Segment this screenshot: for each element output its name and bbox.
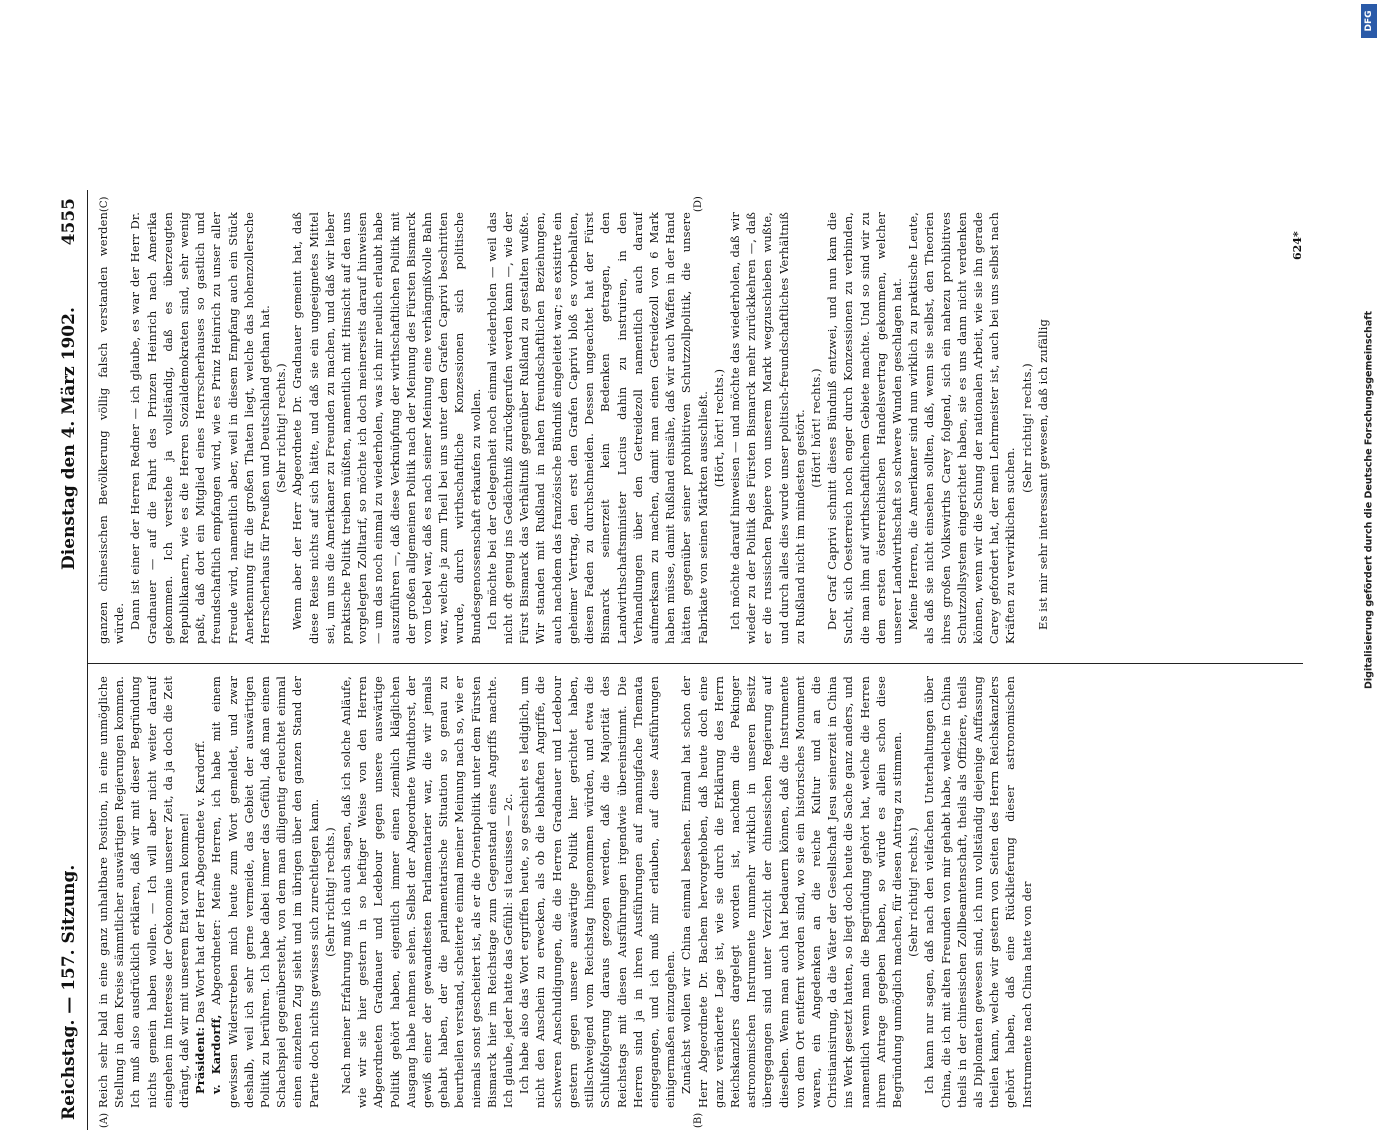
paragraph: ganzen chinesischen Bevölkerung völlig falsch verstanden werden würde. [96,212,127,644]
document-page [53,190,1313,1130]
header-date: Dienstag den 4. März 1902. [59,307,79,570]
paragraph: Ich möchte darauf hinweisen — und möchte das wiederholen, daß wir wieder zu der Politik des Fürsten Bismarck mehr zurückkehren —, daß er die russischen Papiere von unserem Markt wegzuschieben wußte, und durch alles dies wurde unser politisch-freundschaftliches Verhältniß zu Rußland nicht im mindesten gestört. [727,212,807,644]
speaker-paragraph [208,676,321,1108]
paragraph: Dann ist einer der Herren Redner — ich glaube, es war der Herr Dr. Gradnauer — auf die Fahrt des Prinzen Heinrich nach Amerika gekommen. Ich verstehe ja vollständig, daß es überzeugten Republikanern, wie es die Herren Sozialdemokraten sind, sehr wenig paßt, daß dort ein Mitglied eines Herrscherhauses so gastlich und freundschaftlich empfangen wird, wie es Prinz Heinrich zu unser aller Freude wird, namentlich aber, weil in diesem Empfang auch ein Stück Anerkennung für die großen Thaten liegt, welche das hohenzollersche Herrscherhaus für Preußen und Deutschland gethan hat. [128,212,273,644]
speaker-paragraph [192,676,208,1108]
margin-marker-d: (D) [693,196,704,212]
interjection: (Sehr richtig! rechts.) [274,363,289,493]
speech-text: Abgeordneter: Meine Herren, ich habe mit einem gewissen Widerstreben mich heute zum Wort gemeldet, und zwar deshalb, weil ich sehr gerne vermeide, das Gebiet der auswärtigen Politik zu berühren. Ich habe dabei immer das Gefühl, daß man einem Schachspiel gegenübersteht, von dem man diligentig erleuchtet einmal einen einzelnen Zug sieht und im übrigen über den ganzen Stand der Partie doch nichts gewisses sich zurechtlegen kann. [209,676,321,1108]
paragraph: Meine Herren, die Amerikaner sind nun wirklich zu praktische Leute, als daß sie nicht einsehen sollten, daß, wenn sie selbst, den Theorien ihres großen Volkswirths Carey folgend, sich ein nahezu prohibitives Schutzzollsystem eingerichtet haben, sie es uns dann nicht verdenken können, wenn wir die Schung der nationalen Arbeit, wie sie ihn gerade Carey gefordert hat, der mein Lehrmeister ist, auch bei uns selbst nach Kräften zu verwirklichen suchen. [906,212,1018,644]
header-session: Reichstag. — 157. Sitzung. [59,864,79,1120]
speech-text: Das Wort hat der Herr Abgeordnete v. Kardorff. [193,740,208,1024]
interjection: (Sehr richtig! rechts.) [1019,363,1034,493]
digitization-sidebar [1355,0,1383,1000]
paragraph: Reich sehr bald in eine ganz unhaltbare Position, in eine unmögliche Stellung in dem Kreise sämmtlicher auswärtigen Regierungen kommen. Ich muß also ausdrücklich erklären, daß wir mit dieser Begründung nichts gemein haben wollen. — Ich will aber nicht weiter darauf eingehen im Interesse der Oekonomie unserer Zeit, da ja doch die Zeit drängt, daß wir mit unserem Etat voran kommen! [96,676,192,1108]
interjection: (Hört! hört! rechts.) [808,368,823,488]
column-divider [87,663,1303,664]
interjection: (Hört, hört! rechts.) [711,368,726,488]
paragraph: Der Graf Caprivi schnitt dieses Bündniß entzwei, und nun kam die Sucht, sich Oesterreich noch enger durch Konzessionen zu verbinden, die man ihm auf wirthschaftlichem Gebiete machte. Und so sind wir zu dem ersten österreichischen Handelsvertrag gekommen, welcher unserer Landwirthschaft so schwere Wunden geschlagen hat. [825,212,904,644]
interjection: (Sehr richtig! rechts.) [906,827,921,957]
margin-marker-b: (B) [693,1112,704,1128]
speaker-name: v. Kardorff, [209,1014,224,1094]
paragraph: Ich habe also das Wort ergriffen heute, so geschieht es lediglich, um nicht den Anschein zu erwecken, als ob die lebhaften Angriffe, die schweren Anschuldigungen, die die Herren Gradnauer und Ledebour gestern gegen unsere auswärtige Politik hier gerichtet haben, stillschweigend vom Reichstag hingenommen würden, und etwa die Schlußfolgerung daraus gezogen werden, daß die Majorität des Reichstags mit diesen Ausführungen irgendwie übereinstimmt. Die Herren sind ja in ihren Ausführungen auf mannigfache Themata eingegangen, und ich muß mir erlauben, auf diese Ausführungen einigermaßen einzugehen. [517,676,678,1108]
margin-marker-c: (C) [99,196,110,212]
paragraph: Nach meiner Erfahrung muß ich auch sagen, daß ich solche Anläufe, wie wir sie hier gestern in so heftiger Weise von den Herren Abgeordneten Gradnauer und Ledebour gegen unsere auswärtige Politik gehört haben, eigentlich immer einen ziemlich kläglichen Ausgang habe nehmen sehen. Selbst der Abgeordnete Windthorst, der gewiß einer der gewandtesten Parlamentarier war, die wir jemals gehabt haben, der die parlamentarische Situation so genau zu beurtheilen verstand, scheiterte einmal meiner Meinung nach so, wie er niemals sonst gescheitert ist, als er die Orientpolitik unter dem Fürsten Bismarck hier im Reichstage zum Gegenstand eines Angriffs machte. Ich glaube, jeder hatte das Gefühl: si tacuisses — 2c. [339,676,516,1108]
digitization-credit: Digitalisierung gefördert durch die Deutsche Forschungsgemeinschaft [1363,311,1375,689]
paragraph: Wenn aber der Herr Abgeordnete Dr. Gradnauer gemeint hat, daß diese Reise nichts auf sich hätte, und daß sie ein ungeeignetes Mittel sei, um uns die Amerikaner zu Freunden zu machen, und daß wir lieber praktische Politik treiben müßten, namentlich mit Hinsicht auf den uns vorgelegten Zolltarif, so möchte ich doch meinerseits darauf hinweisen — um das noch einmal zu wiederholen, was ich mir neulich erlaubt habe auszuführen —, daß diese Verknüpfung der wirthschaftlichen Politik mit der großen allgemeinen Politik nach der Meinung des Fürsten Bismarck vom Uebel war, daß es nach seiner Meinung eine verhängnißvolle Bahn war, welche ja zum Theil bei uns unter dem Grafen Caprivi beschritten wurde, durch wirthschaftliche Konzessionen sich politische Bundesgenossenschaft erkaufen zu wollen. [290,212,483,644]
interjection: (Sehr richtig! rechts.) [322,827,337,957]
header-rule [87,190,88,1130]
paragraph: Zunächst wollen wir China einmal besehen. Einmal hat schon der Herr Abgeordnete Dr. Bachem hervorgehoben, daß heute doch eine ganz veränderte Lage ist, wie sie durch die Erklärung des Herrn Reichskanzlers dargelegt worden ist, nachdem die Pekinger astronomischen Instrumente nunmehr wirklich in unseren Besitz übergegangen sind unter Verzicht der chinesischen Regierung auf dieselben. Wenn man auch hat bedauern können, daß die Instrumente von dem Ort entfernt worden sind, wo sie ein historisches Monument waren, ein Angedenken an die reiche Kultur und an die Christianisirung, da die Väter der Gesellschaft Jesu seinerzeit in China ins Werk gesetzt hatten, so liegt doch heute die Sache ganz anders, und namentlich wenn man die Begründung gehört hat, welche die Herren ihrem Antrage gegeben haben, so würde es allein schon diese Begründung unmöglich machen, für diesen Antrag zu stimmen. [679,676,904,1108]
dfg-logo: DFG [1361,4,1377,38]
right-column [95,212,1295,644]
signature-mark: 624* [1291,231,1304,260]
margin-marker-a: (A) [99,1112,110,1128]
paragraph: Es ist mir sehr interessant gewesen, daß ich zufällig [1035,319,1050,630]
speaker-name: Präsident: [193,1026,208,1094]
page-number: 4555 [59,198,79,246]
running-header [53,190,87,1130]
left-column [95,676,1295,1108]
paragraph: Ich möchte bei der Gelegenheit noch einmal wiederholen — weil das nicht oft genug ins Gedächtniß zurückgerufen werden kann —, wie der Fürst Bismarck das Verhältniß gegenüber Rußland zu gestalten wußte. Wir standen mit Rußland in nahen freundschaftlichen Beziehungen, auch nachdem das französische Bündniß eingeleitet war; es existirte ein geheimer Vertrag, den erst den Grafen Caprivi bloß es vorbehalten, diesen Faden zu durchschneiden. Dessen ungeachtet hat der Fürst Bismarck seinerzeit kein Bedenken getragen, den Landwirthschaftsminister Lucius dahin zu instruiren, in den Verhandlungen über den Getreidezoll namentlich auch darauf aufmerksam zu machen, damit man einen Getreidezoll von 6 Mark haben müsse, damit Rußland einsähe, daß wir auch Waffen in der Hand hätten gegenüber seiner prohibitiven Schutzzollpolitik, die unsere Fabrikate von seinen Märkten ausschließt. [484,212,710,644]
paragraph: Ich kann nur sagen, daß nach den vielfachen Unterhaltungen über China, die ich mit alten Freunden von mir gehabt habe, welche in China theils in der chinesischen Zollbeamtenschaft, theils als Offiziere, theils als Diplomaten gewesen sind, ich nun vollständig diejenige Auffassung theilen kann, welche wir gestern von Seiten des Herrn Reichskanzlers gehört haben, daß eine Rücklieferung dieser astronomischen Instrumente nach China hatte von der [922,676,1034,1108]
